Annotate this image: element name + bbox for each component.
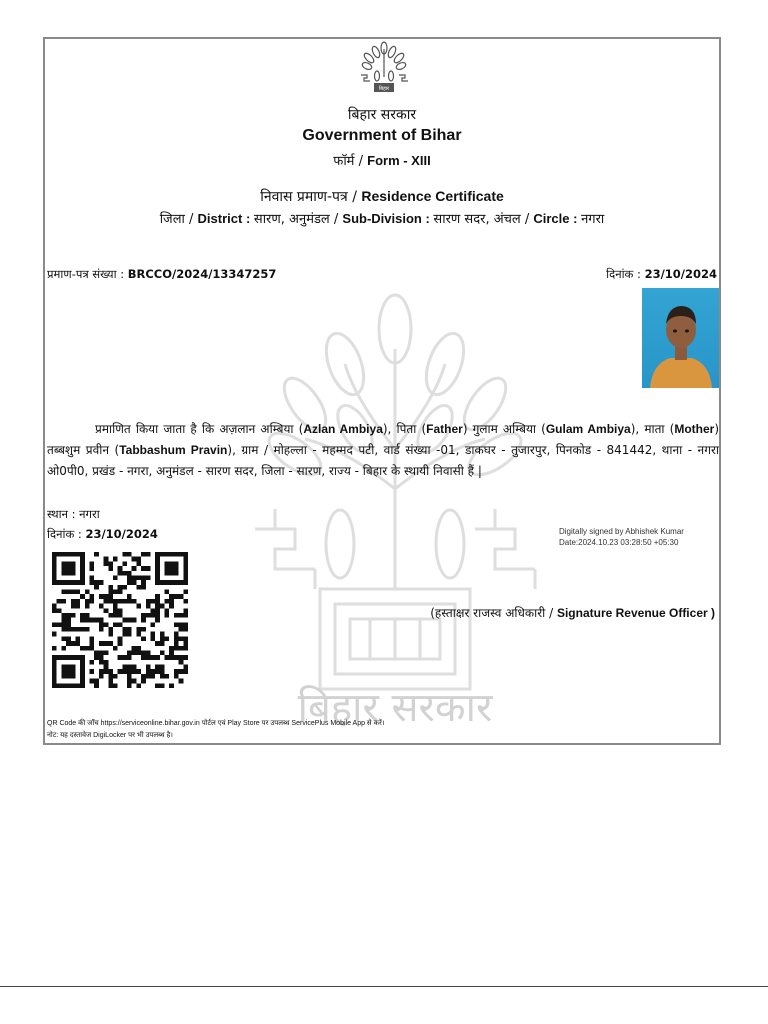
place-value: नगरा: [79, 507, 100, 521]
certificate-body: प्रमाणित किया जाता है कि अज़लान अम्बिया (Azlan Ambiya), पिता (Father) गुलाम अम्बिया (Gulam Ambiya), माता (Mother) तब्बशुम प्रवीन (Tabbashum Pravin), ग्राम / मोहल्ला - महम्मद पटी, वार्ड संख्या -01, डाकघर - तुजारपुर, पिनकोड - 841442, थाना - नगरा ओ0पी0, प्रखंड - नगरा, अनुमंडल - सारण सदर, जिला - सारण, राज्य - बिहार के स्थायी निवासी हैं |: [47, 422, 720, 478]
page-divider: [0, 986, 768, 987]
qr-code-icon: [52, 549, 188, 691]
place: [47, 507, 100, 522]
certificate-date-label: दिनांक :: [606, 267, 641, 281]
emblem-label: बिहार: [378, 86, 390, 92]
father-label: Father: [426, 422, 463, 436]
title-hindi: बिहार सरकार: [347, 107, 417, 123]
signature-english: Signature Revenue Officer ): [556, 606, 715, 620]
digital-signature: [559, 526, 684, 548]
jurisdiction-line: जिला / District : सारण, अनुमंडल / Sub-Division : सारण सदर, अंचल / Circle : नगरा: [159, 211, 605, 227]
father-name-english: Gulam Ambiya: [545, 422, 631, 436]
certificate-type-english: Residence Certificate: [361, 188, 504, 204]
form-hindi: फॉर्म: [333, 154, 355, 169]
applicant-address: ग्राम / मोहल्ला - महम्मद पटी, वार्ड संख्या -01, डाकघर - तुजारपुर, पिनकोड - 841442, थाना - नगरा ओ0पी0, प्रखंड - नगरा, अनुमंडल - सारण सदर, जिला - सारण, राज्य - बिहार के स्थायी निवासी हैं |: [47, 443, 719, 478]
certificate-number: [47, 267, 276, 282]
watermark-text: बिहार सरकार: [297, 685, 493, 729]
form-english: Form - XIII: [367, 153, 431, 168]
district-label-english: District: [197, 211, 243, 226]
subdivision-label-english: Sub-Division: [342, 211, 422, 226]
mother-label: Mother: [674, 422, 715, 436]
applicant-name-english: Azlan Ambiya: [303, 422, 383, 436]
signature-line: [430, 604, 715, 621]
circle-label-english: Circle: [533, 211, 570, 226]
circle-value: नगरा: [581, 212, 605, 227]
digital-signature-name: Digitally signed by Abhishek Kumar: [559, 527, 684, 536]
bodhi-tree-emblem-icon: [357, 41, 411, 97]
certificate-number-label: प्रमाण-पत्र संख्या :: [47, 267, 125, 281]
certificate-type-hindi: निवास प्रमाण-पत्र: [260, 189, 348, 205]
certificate-type: निवास प्रमाण-पत्र / Residence Certificate: [260, 188, 504, 205]
applicant-photo: [642, 288, 720, 388]
issue-date: [47, 527, 158, 542]
father-name-hindi: गुलाम अम्बिया: [472, 422, 537, 436]
qr-verification-note: QR Code की जाँच https://serviceonline.bihar.gov.in पोर्टल एवं Play Store पर उपलब्ध ServicePlus Mobile App से करें।: [47, 720, 385, 727]
applicant-photo-icon: [642, 288, 720, 388]
mother-name-english: Tabbashum Pravin: [119, 443, 228, 457]
body-intro: प्रमाणित किया जाता है कि: [95, 422, 220, 436]
certificate-number-value: BRCCO/2024/13347257: [127, 267, 277, 281]
certificate-date: [606, 267, 717, 282]
place-label: स्थान :: [47, 507, 76, 521]
form-title: फॉर्म / Form - XIII: [333, 153, 431, 169]
digital-signature-date: Date:2024.10.23 03:28:50 +05:30: [559, 538, 679, 547]
district-value: सारण: [253, 212, 281, 227]
bodhi-tree-watermark-icon: [225, 289, 565, 729]
mother-name-hindi: तब्बशुम प्रवीन: [47, 443, 110, 457]
title-english: Government of Bihar: [302, 127, 462, 144]
subdivision-value: सारण सदर: [433, 212, 486, 227]
issue-date-value: 23/10/2024: [85, 527, 158, 541]
certificate-document: [43, 37, 721, 745]
subdivision-label-hindi: अनुमंडल: [289, 212, 330, 227]
digilocker-note: नोट: यह दस्तावेज DigiLocker पर भी उपलब्ध है।: [47, 732, 173, 739]
circle-label-hindi: अंचल: [493, 212, 521, 227]
mother-prefix: माता: [644, 422, 670, 436]
certificate-date-value: 23/10/2024: [644, 267, 717, 281]
father-prefix: पिता: [396, 422, 422, 436]
applicant-name-hindi: अज़लान अम्बिया: [219, 422, 294, 436]
signature-hindi: (हस्ताक्षर राजस्व अधिकारी /: [430, 606, 554, 620]
district-label-hindi: जिला: [159, 212, 185, 227]
issue-date-label: दिनांक :: [47, 527, 82, 541]
